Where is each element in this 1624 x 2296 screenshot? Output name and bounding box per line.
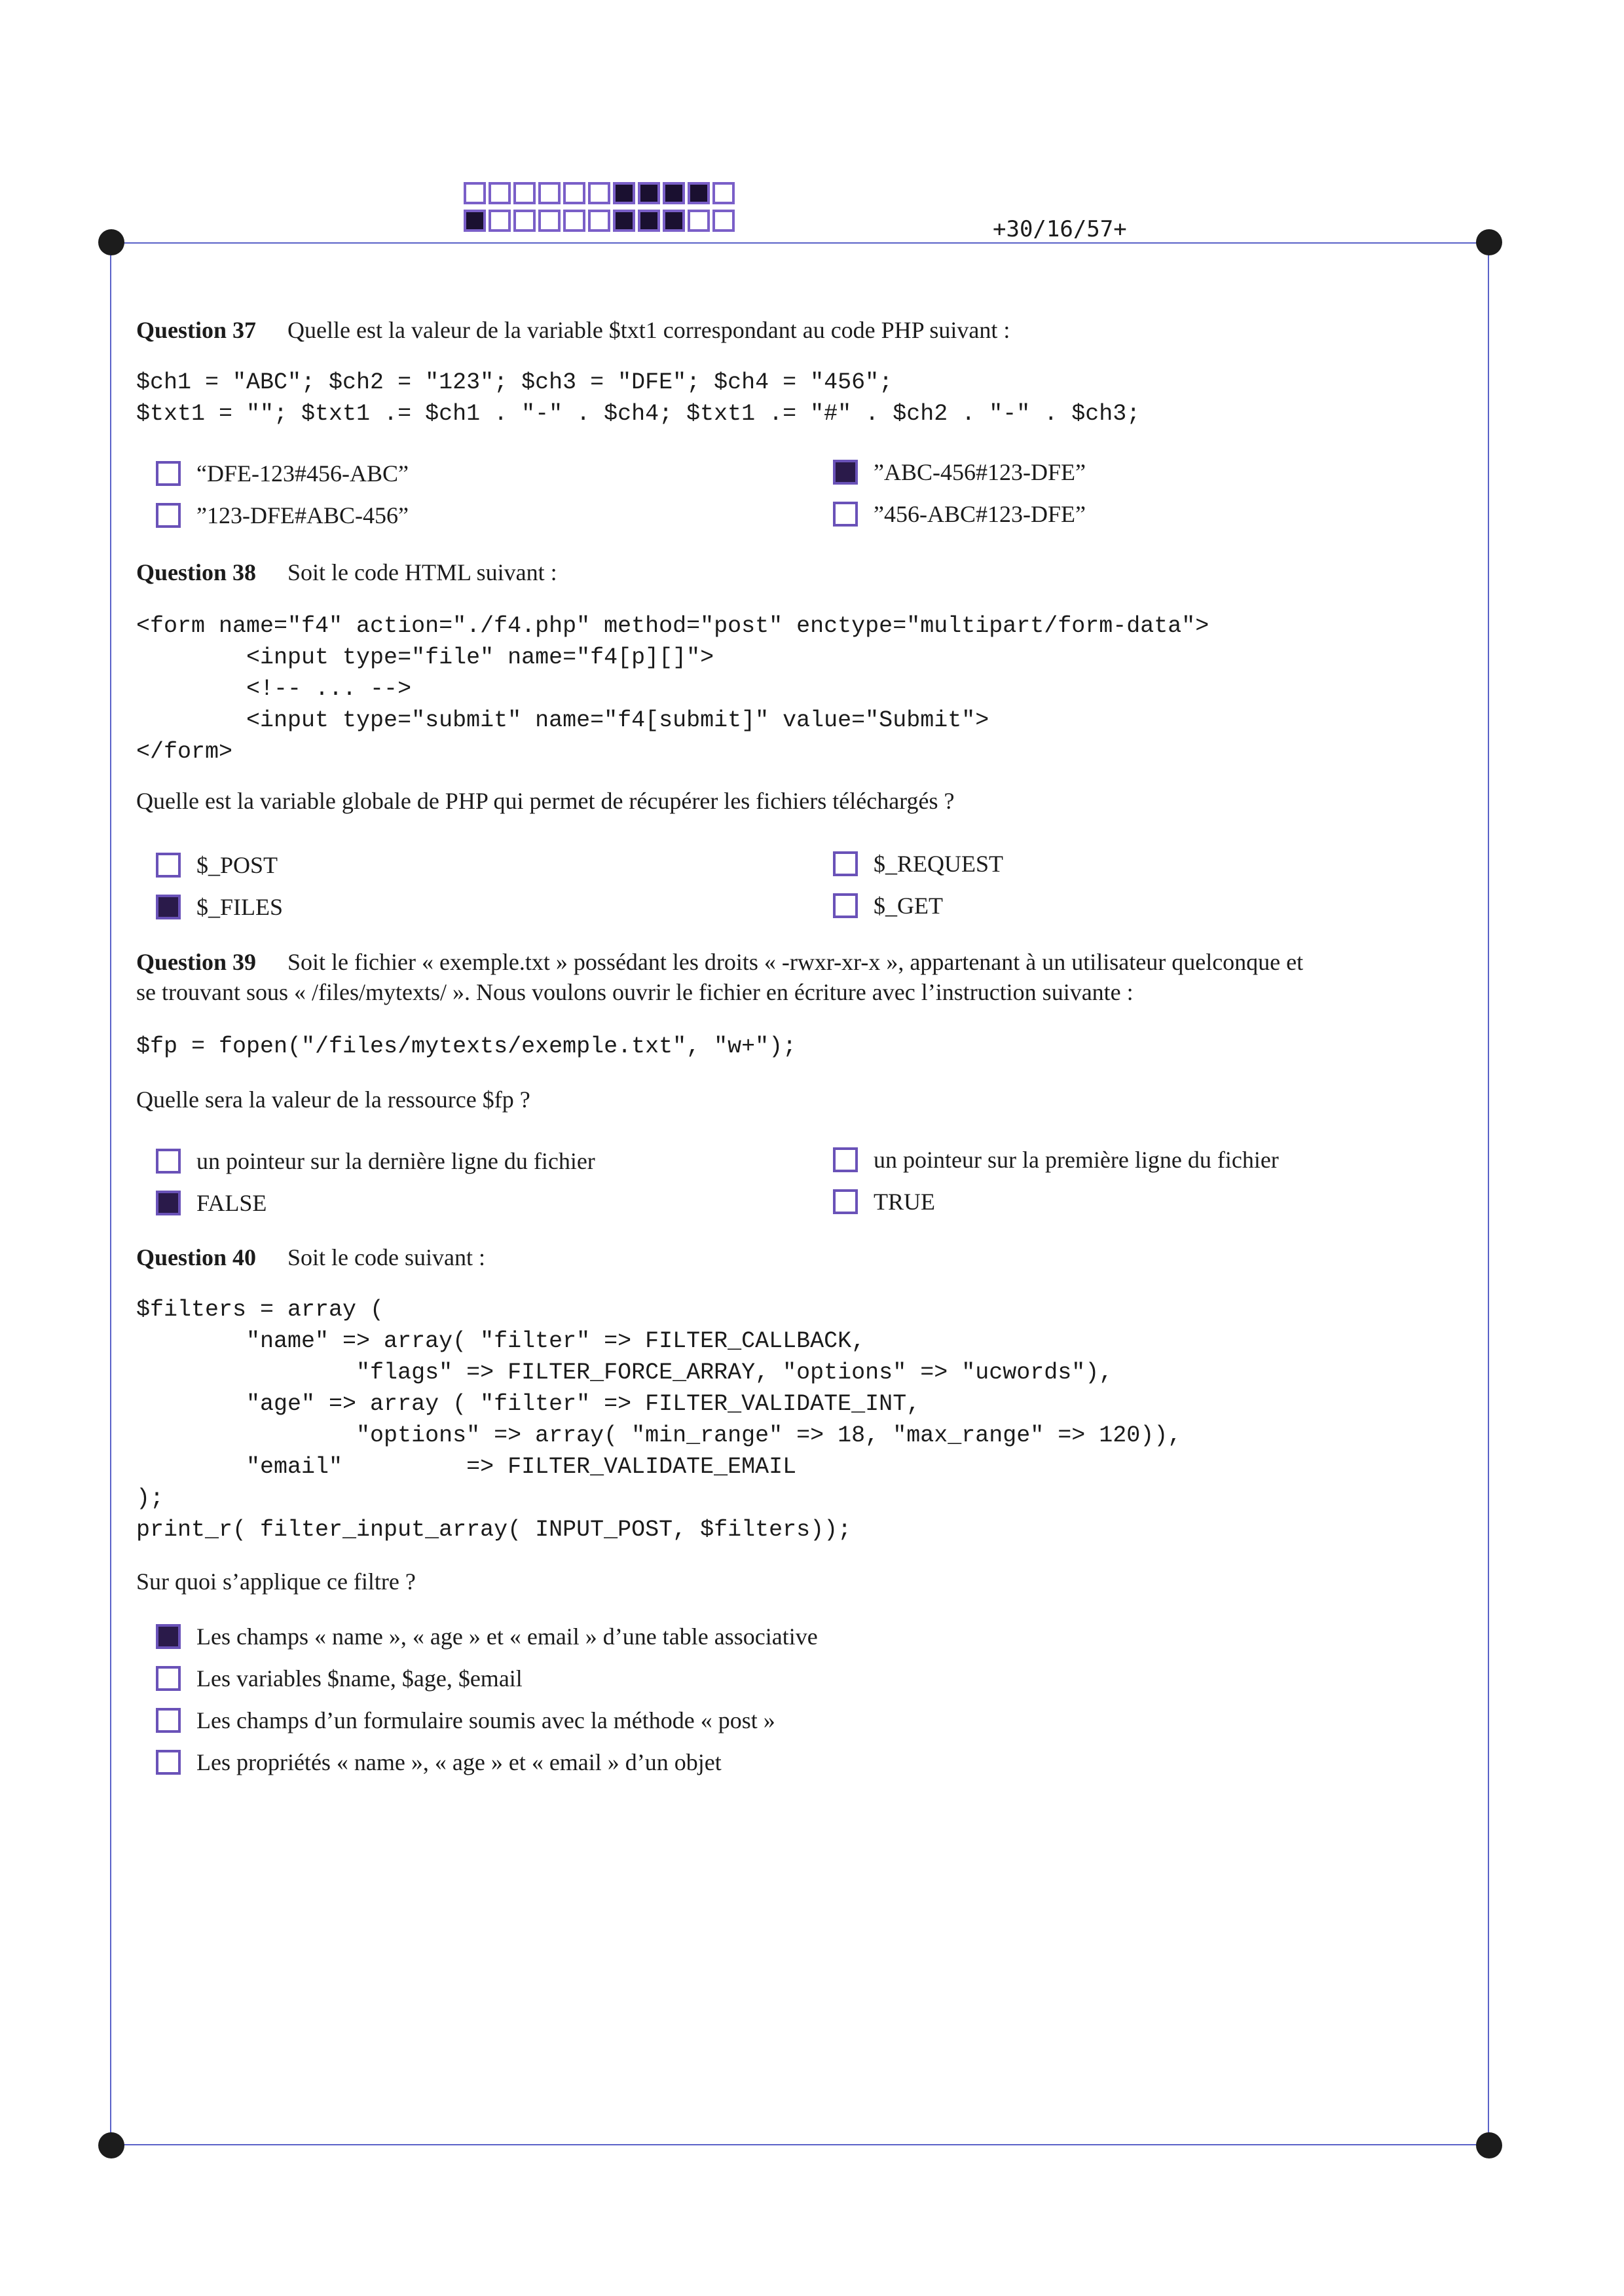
page-id: +30/16/57+ (993, 216, 1127, 242)
choice-label: un pointeur sur la première ligne du fichier (874, 1147, 1279, 1173)
choice-q40-b[interactable] (156, 1665, 523, 1692)
choice-label: ”456-ABC#123-DFE” (874, 501, 1086, 527)
choice-label: “DFE-123#456-ABC” (196, 460, 409, 487)
code-mark-row-1 (464, 182, 735, 204)
question-prompt: Soit le code HTML suivant : (287, 559, 557, 585)
code-mark-cell (513, 210, 536, 232)
checkbox[interactable] (833, 893, 858, 918)
code-mark-cell (638, 210, 660, 232)
question-prompt: Soit le fichier « exemple.txt » possédant les droits « -rwxr-xr-x », appartenant à un utilisateur quelconque et (287, 949, 1304, 975)
checkbox[interactable] (156, 1149, 181, 1174)
code-mark-cell (464, 210, 486, 232)
corner-marker-top-right (1476, 229, 1502, 255)
code-mark-cell (464, 182, 486, 204)
choice-label: $_FILES (196, 894, 284, 920)
code-mark-cell (588, 182, 610, 204)
checkbox[interactable] (156, 853, 181, 878)
checkbox[interactable] (833, 1189, 858, 1214)
question-39-code: $fp = fopen("/files/mytexts/exemple.txt", "w+"); (136, 1033, 797, 1060)
choice-label: FALSE (196, 1190, 267, 1216)
choice-q38-a[interactable] (156, 851, 278, 879)
code-mark-cell (588, 210, 610, 232)
code-mark-cell (688, 210, 710, 232)
question-37-code: $ch1 = "ABC"; $ch2 = "123"; $ch3 = "DFE"; $ch4 = "456"; $txt1 = ""; $txt1 .= $ch1 . "-" . $ch4; $txt1 .= "#" . $ch2 . "-" . $ch3; (136, 369, 1141, 427)
choice-q38-d[interactable] (833, 892, 943, 919)
code-mark-cell (613, 182, 635, 204)
choice-label: $_POST (196, 852, 278, 878)
code-mark-cell (489, 210, 511, 232)
choice-q38-b[interactable] (833, 850, 1003, 878)
choice-label: TRUE (874, 1189, 935, 1215)
choice-q39-d[interactable] (833, 1188, 935, 1215)
question-number: Question 37 (136, 317, 257, 343)
question-39-header (136, 947, 1472, 977)
question-number: Question 40 (136, 1244, 257, 1270)
question-prompt: Quelle est la valeur de la variable $txt1 correspondant au code PHP suivant : (287, 317, 1010, 343)
choice-q39-b[interactable] (833, 1146, 1279, 1174)
page-frame-right (1488, 242, 1489, 2145)
choice-label: ”123-DFE#ABC-456” (196, 502, 409, 528)
choice-label: Les variables $name, $age, $email (196, 1665, 523, 1692)
question-40-code: $filters = array ( "name" => array( "filter" => FILTER_CALLBACK, "flags" => FILTER_FORCE_ARRAY, "options" => "ucwords"), "age" => array ( "filter" => FILTER_VALIDATE_INT, "options" => array( "min_range" => 18, "max_range" => 120)), "email" => FILTER_VALIDATE_EMAIL ); print_r( filter_input_array( INPUT_POST, $filters)); (136, 1297, 1182, 1543)
choice-q37-b[interactable] (833, 458, 1086, 486)
question-number: Question 39 (136, 949, 257, 975)
code-mark-cell (638, 182, 660, 204)
choice-q38-c[interactable] (156, 893, 283, 921)
choice-label: $_GET (874, 893, 943, 919)
choice-q40-d[interactable] (156, 1749, 722, 1776)
choice-label: Les propriétés « name », « age » et « email » d’un objet (196, 1749, 722, 1775)
question-38-header (136, 558, 557, 587)
code-mark-cell (613, 210, 635, 232)
corner-marker-bottom-right (1476, 2132, 1502, 2158)
code-mark-cell (712, 210, 735, 232)
question-39-followup: Quelle sera la valeur de la ressource $fp ? (136, 1086, 530, 1113)
choice-q40-c[interactable] (156, 1707, 775, 1734)
choice-q39-c[interactable] (156, 1189, 267, 1217)
corner-marker-bottom-left (98, 2132, 124, 2158)
code-mark-cell (688, 182, 710, 204)
checkbox[interactable] (833, 460, 858, 485)
question-prompt: Soit le code suivant : (287, 1244, 485, 1270)
question-38-code: <form name="f4" action="./f4.php" method="post" enctype="multipart/form-data"> <input type="file" name="f4[p][]"> <!-- ... --> <input type="submit" name="f4[submit]" value="Submit"> </form> (136, 613, 1209, 765)
page-code-marks (464, 182, 735, 237)
checkbox[interactable] (156, 1191, 181, 1215)
choice-label: $_REQUEST (874, 851, 1003, 877)
choice-label: Les champs « name », « age » et « email » d’une table associative (196, 1623, 818, 1650)
checkbox[interactable] (833, 851, 858, 876)
checkbox[interactable] (156, 895, 181, 919)
code-mark-cell (538, 210, 561, 232)
checkbox[interactable] (833, 502, 858, 527)
code-mark-cell (538, 182, 561, 204)
question-40-followup: Sur quoi s’applique ce filtre ? (136, 1568, 416, 1595)
code-mark-cell (489, 182, 511, 204)
code-mark-cell (663, 210, 685, 232)
code-mark-cell (513, 182, 536, 204)
checkbox[interactable] (156, 503, 181, 528)
checkbox[interactable] (833, 1147, 858, 1172)
choice-q37-d[interactable] (833, 500, 1086, 528)
checkbox[interactable] (156, 461, 181, 486)
choice-label: un pointeur sur la dernière ligne du fichier (196, 1148, 595, 1174)
code-mark-cell (663, 182, 685, 204)
choice-label: Les champs d’un formulaire soumis avec la méthode « post » (196, 1707, 775, 1733)
question-number: Question 38 (136, 559, 257, 585)
checkbox[interactable] (156, 1708, 181, 1733)
choice-q37-c[interactable] (156, 502, 409, 529)
checkbox[interactable] (156, 1624, 181, 1649)
choice-q37-a[interactable] (156, 460, 409, 487)
question-37-header (136, 316, 1010, 344)
code-mark-row-2 (464, 210, 735, 232)
checkbox[interactable] (156, 1750, 181, 1775)
question-39-prompt-line2: se trouvant sous « /files/mytexts/ ». Nous voulons ouvrir le fichier en écriture avec l’instruction suivante : (136, 979, 1134, 1005)
choice-label: ”ABC-456#123-DFE” (874, 459, 1086, 485)
code-mark-cell (563, 210, 585, 232)
question-40-header (136, 1243, 485, 1272)
code-mark-cell (563, 182, 585, 204)
checkbox[interactable] (156, 1666, 181, 1691)
choice-q40-a[interactable] (156, 1623, 818, 1650)
choice-q39-a[interactable] (156, 1147, 595, 1175)
code-mark-cell (712, 182, 735, 204)
question-38-followup: Quelle est la variable globale de PHP qui permet de récupérer les fichiers téléchargés ? (136, 788, 955, 814)
corner-marker-top-left (98, 229, 124, 255)
